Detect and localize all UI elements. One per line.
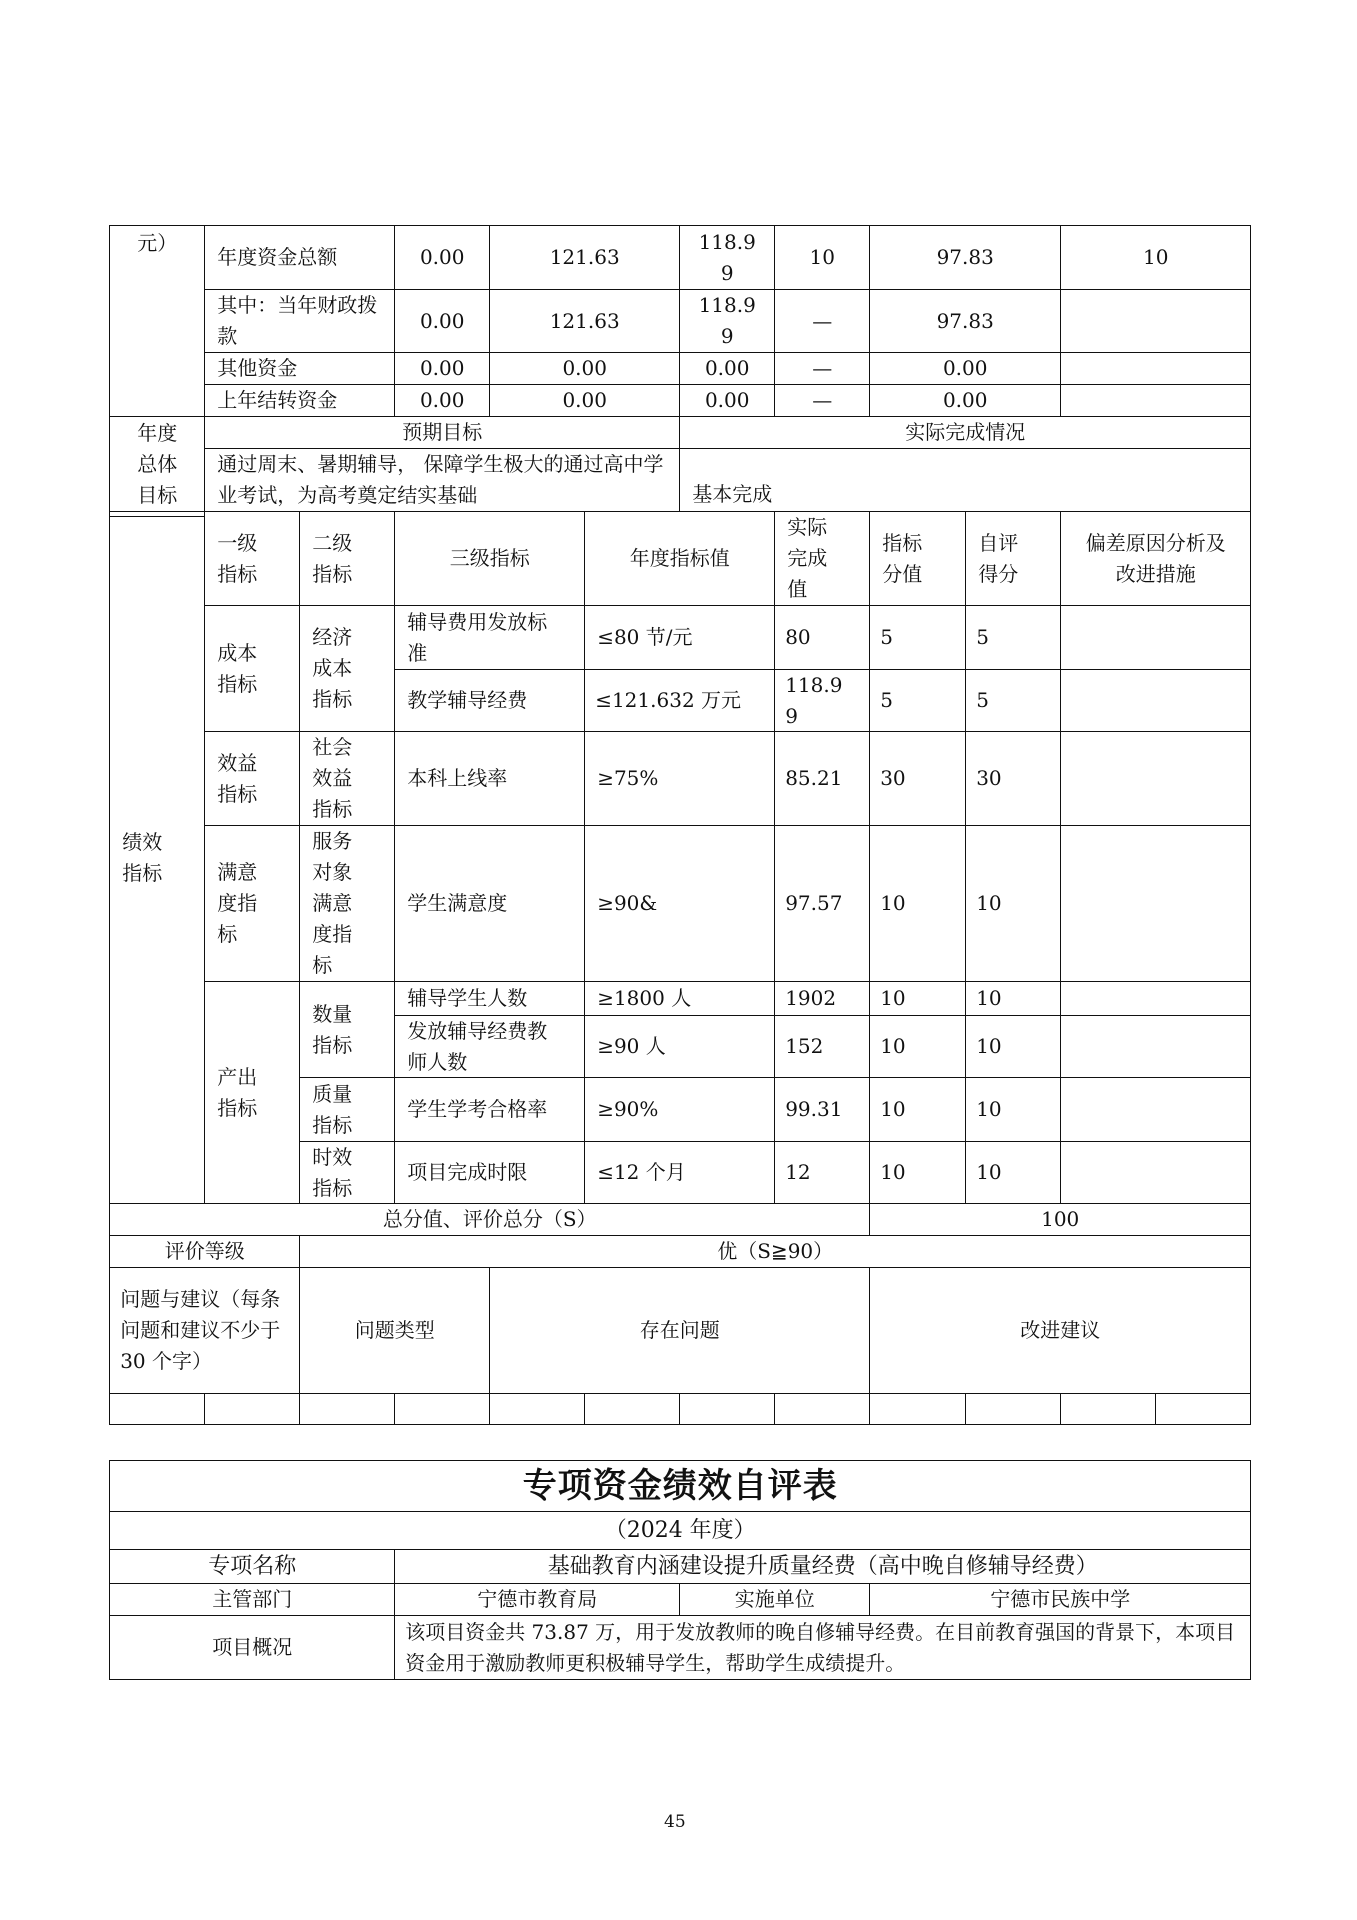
cell-text: 专项名称 [208,1554,297,1580]
actual-cell [774,731,870,826]
cell-text: 实施单位 [734,1587,815,1612]
cell-text: 年度指标值 [629,546,730,571]
header-target [584,511,775,606]
cell-text: 产出指标 [217,1064,258,1120]
cell-text: 主管部门 [212,1587,293,1612]
weight-cell [869,669,966,732]
cell-text: 年度总体目标 [137,420,178,507]
header-actual [774,511,870,606]
funds-cell [394,225,490,290]
level3-cell [394,981,585,1016]
cell-text: 项目概况 [212,1635,293,1660]
cell-text: 10 [976,1160,1002,1185]
empty-cell[interactable] [204,1393,300,1425]
cell-text: 满意度指标 [217,860,258,947]
cell-text: 0.00 [562,356,607,381]
weight-cell [869,825,966,982]
target-cell [584,1141,775,1204]
target-cell [584,1015,775,1078]
target-cell [584,981,775,1016]
cell-text: 5 [880,688,893,713]
level3-cell [394,1015,585,1078]
cell-text: 0.00 [942,388,988,413]
funds-cell [679,352,775,385]
cell-text: 85.21 [785,766,843,791]
cell-text: 学生学考合格率 [407,1097,548,1122]
target-cell [584,605,775,670]
cell-text: 改进建议 [1020,1318,1101,1343]
cell-text: 专项资金绩效自评表 [522,1465,838,1506]
weight-cell [869,605,966,670]
cell-text: 10 [880,1034,906,1059]
goal-expected-header [204,416,680,449]
funds-cell [774,384,870,417]
cell-text: 0.00 [942,356,988,381]
cell-text: 服务对象满意度指标 [312,829,353,978]
cell-text: 其他资金 [217,356,298,381]
funds-cell [774,225,870,290]
cell-text: 其中：当年财政拨款 [217,293,378,349]
funds-cell [394,289,490,353]
cell-text: 0.00 [419,356,465,381]
score-cell [965,1077,1061,1142]
note-cell [1060,605,1251,670]
goal-expected-text [204,448,680,512]
form2-name-label [109,1549,395,1584]
level3-cell [394,605,585,670]
cell-text: 10 [976,986,1002,1011]
grade-value [299,1235,1251,1268]
funds-cell [1060,352,1251,385]
cell-text: 0.00 [704,388,750,413]
level1-output [204,981,300,1204]
grade-label [109,1235,300,1268]
cell-text: 问题类型 [354,1318,435,1343]
header-level3 [394,511,585,606]
score-cell [965,981,1061,1016]
note-cell [1060,1015,1251,1078]
weight-cell [869,1015,966,1078]
cell-text: 10 [976,1097,1002,1122]
goal-actual-header [679,416,1251,449]
cell-text: 通过周末、暑期辅导， 保障学生极大的通过高中学业考试，为高考奠定结实基础 [217,452,664,508]
funds-cell [869,352,1061,385]
level3-cell [394,825,585,982]
funds-cell [489,384,680,417]
level1-cost [204,605,300,732]
cell-text: 10 [976,891,1002,916]
cell-text: 5 [976,688,989,713]
cell-text: 10 [880,986,906,1011]
form2-name-value [394,1549,1251,1584]
target-cell [584,731,775,826]
funds-cell [774,289,870,353]
perf-section-label [109,511,205,1204]
cell-text: 该项目资金共 73.87 万，用于发放教师的晚自修辅导经费。在目前教育强国的背景下，本项目资金用于激励教师更积极辅导学生，帮助学生成绩提升。 [405,1619,1236,1675]
form2-unit-label [679,1583,870,1616]
funds-cell [679,289,775,353]
funds-cell [869,289,1061,353]
level3-cell [394,1141,585,1204]
cell-text: 0.00 [704,356,750,381]
empty-cell[interactable] [965,1393,1061,1425]
cell-text: — [812,388,833,413]
cell-text: ≥90% [597,1097,659,1122]
funds-cell [1060,225,1251,290]
issues-type-header [299,1267,490,1394]
cell-text: 1902 [785,986,837,1011]
empty-cell[interactable] [299,1393,395,1425]
funds-cell [869,384,1061,417]
cell-text: 成本指标 [217,640,258,696]
cell-text: 99.31 [785,1097,843,1122]
cell-text: 30 [976,766,1002,791]
cell-text: 质量指标 [312,1081,353,1137]
cell-text: 0.00 [562,388,607,413]
actual-cell [774,981,870,1016]
issues-problem-header [489,1267,870,1394]
cell-text: 12 [785,1160,811,1185]
cell-text: 总分值、评价总分（S） [382,1207,597,1232]
cell-text: （2024 年度） [604,1518,756,1544]
actual-cell [774,1141,870,1204]
cell-text: 优（S≧90） [717,1239,834,1264]
cell-text: 118.99 [698,229,756,285]
weight-cell [869,731,966,826]
cell-text: 发放辅导经费教师人数 [407,1018,548,1074]
weight-cell [869,1077,966,1142]
total-label [109,1203,870,1236]
cell-text: 基础教育内涵建设提升质量经费（高中晚自修辅导经费） [547,1554,1098,1580]
score-cell [965,731,1061,826]
cell-text: 教学辅导经费 [407,688,528,713]
cell-text: 一级指标 [217,530,258,586]
note-cell [1060,1141,1251,1204]
funds-cell [1060,289,1251,353]
score-cell [965,1015,1061,1078]
cell-text: ≥90 人 [597,1034,666,1059]
cell-text: 基本完成 [692,482,773,507]
empty-cell[interactable] [489,1393,585,1425]
cell-text: 偏差原因分析及改进措施 [1085,530,1226,586]
header-note [1060,511,1251,606]
form2-unit-value [869,1583,1251,1616]
cell-text: 经济成本指标 [312,625,353,712]
level3-cell [394,669,585,732]
cell-text: 辅导费用发放标准 [407,609,548,665]
cell-text: 97.83 [936,308,994,333]
target-cell [584,1077,775,1142]
empty-cell[interactable] [679,1393,775,1425]
page-number: 45 [664,1812,686,1832]
form2-overview-label [109,1615,395,1680]
cell-text: 97.57 [785,891,843,916]
cell-text: 时效指标 [312,1144,353,1200]
empty-cell[interactable] [774,1393,870,1425]
note-cell [1060,825,1251,982]
cell-text: 121.63 [549,245,620,270]
cell-text: 152 [785,1034,824,1059]
cell-text: 实际完成情况 [905,420,1026,445]
cell-text: 97.83 [936,245,994,270]
goal-actual-text [679,448,1251,512]
cell-text: 指标分值 [882,530,923,586]
actual-cell [774,1077,870,1142]
goal-label [109,416,205,512]
score-cell [965,605,1061,670]
cell-text: 预期目标 [402,420,483,445]
cell-text: 数量指标 [312,1001,353,1057]
cell-text: 0.00 [419,388,465,413]
form2-year [109,1511,1251,1550]
score-cell [965,825,1061,982]
funds-cell [489,225,680,290]
form2-title [109,1460,1251,1512]
form2-dept-value [394,1583,680,1616]
cell-text: 0.00 [419,245,465,270]
level2-quantity [299,981,395,1078]
funds-cell [679,384,775,417]
weight-cell [869,981,966,1016]
cell-text: 10 [976,1034,1002,1059]
funds-cell [489,289,680,353]
funds-row-label [204,289,395,353]
funds-cell [1060,384,1251,417]
total-value [869,1203,1251,1236]
level2-timeliness [299,1141,395,1204]
funds-cell [679,225,775,290]
weight-cell [869,1141,966,1204]
cell-text: 0.00 [419,308,465,333]
empty-cell[interactable] [109,1393,205,1425]
empty-cell[interactable] [394,1393,490,1425]
cell-text: 10 [1142,245,1169,270]
empty-cell[interactable] [1155,1393,1251,1425]
level3-cell [394,1077,585,1142]
cell-text: ≤121.632 万元 [595,688,742,713]
cell-text: 三级指标 [449,546,530,571]
funds-row-label [204,352,395,385]
level2-quality [299,1077,395,1142]
empty-cell[interactable] [869,1393,966,1425]
funds-cell [869,225,1061,290]
cell-text: 10 [880,1160,906,1185]
cell-text: 项目完成时限 [407,1160,528,1185]
cell-text: 绩效指标 [122,829,163,885]
cell-text: — [812,356,833,381]
cell-text: 100 [1041,1207,1080,1232]
cell-text: 存在问题 [639,1318,720,1343]
funds-row-label [204,384,395,417]
cell-text: 上年结转资金 [217,388,338,413]
score-cell [965,669,1061,732]
empty-cell[interactable] [584,1393,680,1425]
issues-label [109,1267,300,1394]
target-cell [584,669,775,732]
header-level2 [299,511,395,606]
form2-overview-value [394,1615,1251,1680]
score-cell [965,1141,1061,1204]
cell-text: 118.99 [698,293,756,349]
cell-text: ≥90& [597,891,658,916]
empty-cell[interactable] [1060,1393,1156,1425]
cell-text: 二级指标 [312,530,353,586]
header-score [965,511,1061,606]
actual-cell [774,1015,870,1078]
actual-cell [774,605,870,670]
funds-unit-label: 元） [137,231,178,256]
cell-text: ≥75% [597,766,659,791]
level2-social-benefit [299,731,395,826]
cell-text: 年度资金总额 [217,245,338,270]
cell-text: 5 [880,625,893,650]
cell-text: 10 [809,245,835,270]
target-cell [584,825,775,982]
funds-cell [394,352,490,385]
cell-text: 118.99 [785,672,843,728]
level3-cell [394,731,585,826]
cell-text: 宁德市民族中学 [990,1587,1131,1612]
issues-suggestion-header [869,1267,1251,1394]
cell-text: 社会效益指标 [312,735,353,822]
cell-text: 辅导学生人数 [407,986,528,1011]
actual-cell [774,669,870,732]
note-cell [1060,1077,1251,1142]
note-cell [1060,731,1251,826]
cell-text: 本科上线率 [407,766,508,791]
cell-text: 自评得分 [978,530,1019,586]
level1-satisfaction [204,825,300,982]
level1-benefit [204,731,300,826]
cell-text: 宁德市教育局 [477,1587,598,1612]
note-cell [1060,981,1251,1016]
cell-text: 10 [880,1097,906,1122]
cell-text: ≥1800 人 [597,986,692,1011]
form2-dept-label [109,1583,395,1616]
cell-text: 10 [880,891,906,916]
funds-cell [774,352,870,385]
cell-text: 问题与建议（每条问题和建议不少于 30 个字） [120,1287,281,1374]
cell-text: ≤80 节/元 [597,625,693,650]
cell-text: 效益指标 [217,750,258,806]
funds-row-label [204,225,395,290]
cell-text: 80 [785,625,811,650]
funds-cell [394,384,490,417]
cell-text: ≤12 个月 [597,1160,686,1185]
cell-text: 评价等级 [164,1239,245,1264]
cell-text: 学生满意度 [407,891,508,916]
cell-text: 121.63 [549,308,620,333]
actual-cell [774,825,870,982]
header-weight [869,511,966,606]
level2-economic-cost [299,605,395,732]
note-cell [1060,669,1251,732]
cell-text: 实际完成值 [787,515,828,602]
header-level1 [204,511,300,606]
cell-text: — [812,308,833,333]
cell-text: 30 [880,766,906,791]
cell-text: 5 [976,625,989,650]
level2-service-satisfaction [299,825,395,982]
funds-cell [489,352,680,385]
